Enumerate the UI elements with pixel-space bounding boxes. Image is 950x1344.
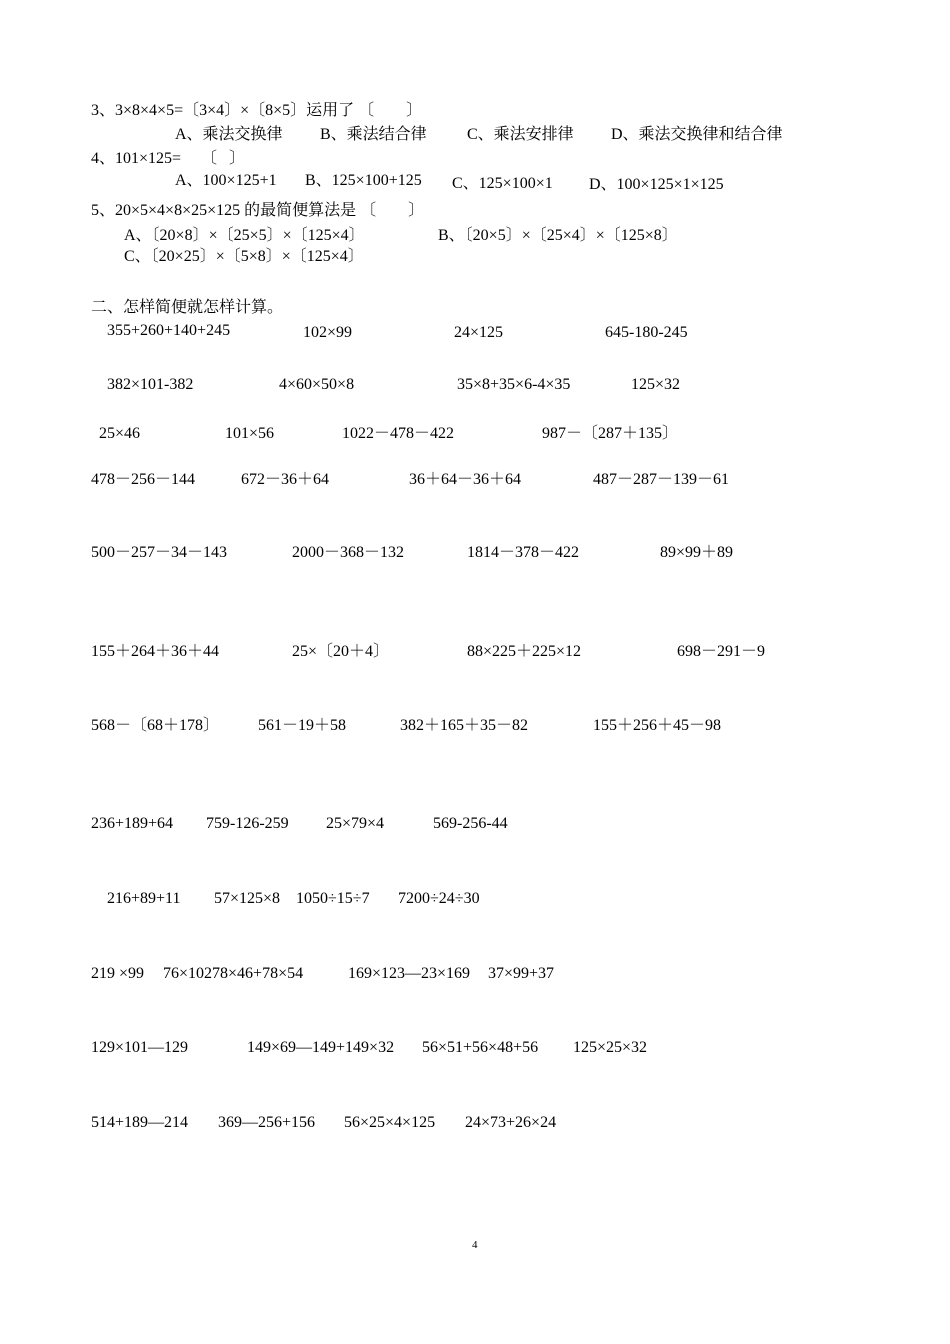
expression: 35×8+35×6-4×35 <box>457 376 571 393</box>
question-3-option-d: D、乘法交换律和结合律 <box>611 126 783 143</box>
expression: 25×〔20＋4〕 <box>292 643 390 660</box>
expression: 169×123—23×169 <box>348 965 471 982</box>
question-5-stem: 5、20×5×4×8×25×125 的最简便算法是 〔 〕 <box>91 202 425 219</box>
question-3-option-b: B、乘法结合律 <box>320 126 427 143</box>
question-4-option-d: D、100×125×1×125 <box>589 176 724 193</box>
expression: 57×125×8 <box>214 890 281 907</box>
expression: 219 ×99 <box>91 965 145 982</box>
expression: 155＋256＋45－98 <box>593 717 722 734</box>
expression: 645-180-245 <box>605 324 688 341</box>
question-3-option-c: C、乘法安排律 <box>467 126 574 143</box>
question-3-option-a: A、乘法交换律 <box>175 126 283 143</box>
question-4-stem: 4、101×125= 〔 〕 <box>91 150 246 167</box>
expression: 76×10278×46+78×54 <box>163 965 304 982</box>
expression: 25×79×4 <box>326 815 385 832</box>
question-3-stem: 3、3×8×4×5=〔3×4〕×〔8×5〕运用了 〔 〕 <box>91 102 423 119</box>
expression: 500－257－34－143 <box>91 544 228 561</box>
expression: 355+260+140+245 <box>107 322 231 339</box>
question-5-option-c: C、〔20×25〕×〔5×8〕×〔125×4〕 <box>124 248 364 265</box>
expression: 569-256-44 <box>433 815 508 832</box>
expression: 369—256+156 <box>218 1114 316 1131</box>
expression: 129×101—129 <box>91 1039 189 1056</box>
expression: 698－291－9 <box>677 643 766 660</box>
expression: 759-126-259 <box>206 815 289 832</box>
expression: 4×60×50×8 <box>279 376 355 393</box>
expression: 216+89+11 <box>107 890 181 907</box>
expression: 1022－478－422 <box>342 425 455 442</box>
expression: 672－36＋64 <box>241 471 330 488</box>
expression: 56×25×4×125 <box>344 1114 436 1131</box>
expression: 478－256－144 <box>91 471 196 488</box>
section-2-title: 二、怎样简便就怎样计算。 <box>91 299 284 316</box>
page-number: 4 <box>472 1239 478 1251</box>
expression: 101×56 <box>225 425 275 442</box>
expression: 382×101-382 <box>107 376 194 393</box>
expression: 487－287－139－61 <box>593 471 730 488</box>
expression: 125×25×32 <box>573 1039 648 1056</box>
question-5-option-a: A、〔20×8〕×〔25×5〕×〔125×4〕 <box>124 227 365 244</box>
expression: 1050÷15÷7 <box>296 890 370 907</box>
expression: 7200÷24÷30 <box>398 890 480 907</box>
expression: 514+189—214 <box>91 1114 189 1131</box>
expression: 382＋165＋35－82 <box>400 717 529 734</box>
expression: 56×51+56×48+56 <box>422 1039 539 1056</box>
question-4-option-b: B、125×100+125 <box>305 172 422 189</box>
question-4-option-a: A、100×125+1 <box>175 172 277 189</box>
expression: 102×99 <box>303 324 353 341</box>
expression: 125×32 <box>631 376 681 393</box>
expression: 25×46 <box>99 425 141 442</box>
expression: 37×99+37 <box>488 965 555 982</box>
expression: 149×69—149+149×32 <box>247 1039 395 1056</box>
expression: 2000－368－132 <box>292 544 405 561</box>
question-5-option-b: B、〔20×5〕×〔25×4〕×〔125×8〕 <box>438 227 678 244</box>
expression: 24×73+26×24 <box>465 1114 557 1131</box>
expression: 155＋264＋36＋44 <box>91 643 220 660</box>
question-4-option-c: C、125×100×1 <box>452 175 553 192</box>
expression: 236+189+64 <box>91 815 174 832</box>
expression: 24×125 <box>454 324 504 341</box>
expression: 88×225＋225×12 <box>467 643 582 660</box>
expression: 36＋64－36＋64 <box>409 471 522 488</box>
expression: 568－〔68＋178〕 <box>91 717 220 734</box>
expression: 1814－378－422 <box>467 544 580 561</box>
expression: 89×99＋89 <box>660 544 734 561</box>
expression: 987－〔287＋135〕 <box>542 425 679 442</box>
expression: 561－19＋58 <box>258 717 347 734</box>
